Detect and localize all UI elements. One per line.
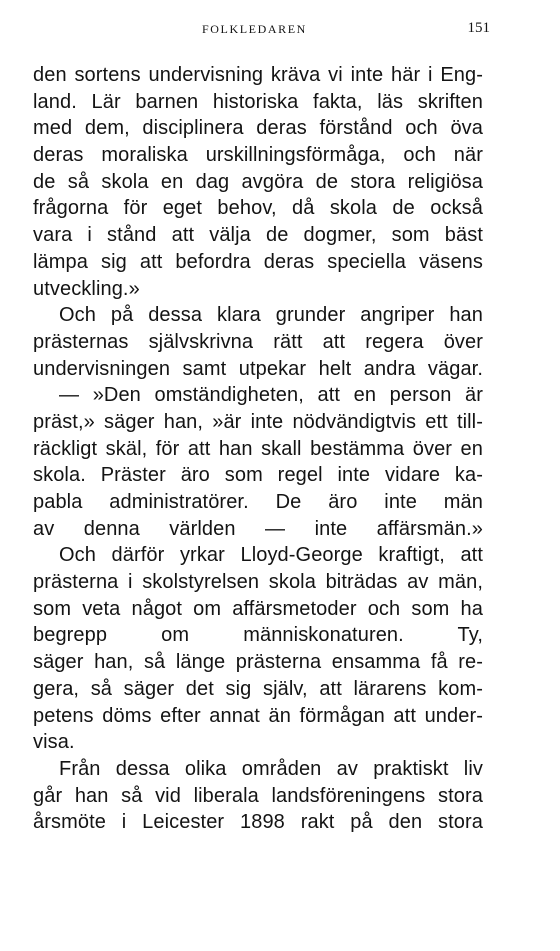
text-line: — »Den omständigheten, att en person är <box>59 384 483 407</box>
text-line: Och på dessa klara grunder angriper han <box>59 304 483 327</box>
text-line: frågorna för eget behov, då skola de också <box>33 197 483 220</box>
page-header <box>40 22 490 42</box>
text-line: visa. <box>33 731 75 754</box>
running-head: FOLKLEDAREN <box>202 22 307 36</box>
text-line: räckligt skäl, för att han skall bestämma över en <box>33 437 483 460</box>
text-line: präst,» säger han, »är inte nödvändigtvis ett till- <box>33 410 483 433</box>
text-line: gera, så säger det sig själv, att lärarens kom- <box>33 677 483 700</box>
text-line: prästernas självskrivna rätt att regera över <box>33 330 483 353</box>
text-line: deras moraliska urskillningsförmåga, och när <box>33 144 483 167</box>
text-line: som veta något om affärsmetoder och som ha <box>33 597 483 620</box>
text-line: säger han, så länge prästerna ensamma få re- <box>33 651 483 674</box>
text-line: vara i stånd att välja de dogmer, som bäst <box>33 224 483 247</box>
text-line: Och därför yrkar Lloyd-George kraftigt, att <box>59 544 483 567</box>
text-line: årsmöte i Leicester 1898 rakt på den stora <box>33 811 483 834</box>
body-text <box>33 62 483 836</box>
text-line: petens döms efter annat än förmågan att under- <box>33 704 483 727</box>
page-number: 151 <box>467 20 490 36</box>
text-line: pabla administratörer. De äro inte män <box>33 491 483 513</box>
text-line: utveckling.» <box>33 277 140 300</box>
text-line: undervisningen samt utpekar helt andra vägar. <box>33 357 483 380</box>
text-line: begrepp om människonaturen. Ty, <box>33 624 483 647</box>
text-line: prästerna i skolstyrelsen skola biträdas av män, <box>33 571 483 594</box>
text-line: skola. Präster äro som regel inte vidare ka- <box>33 464 483 487</box>
text-line: land. Lär barnen historiska fakta, läs skriften <box>33 90 483 113</box>
text-line: av denna världen — inte affärsmän.» <box>33 517 483 540</box>
text-line: går han så vid liberala landsföreningens stora <box>33 784 483 807</box>
text-line: med dem, disciplinera deras förstånd och öva <box>33 117 483 140</box>
text-line: den sortens undervisning kräva vi inte här i Eng- <box>33 64 483 86</box>
text-line: lämpa sig att befordra deras speciella väsens <box>33 250 483 273</box>
text-line: Från dessa olika områden av praktiskt liv <box>59 757 483 780</box>
text-line: de så skola en dag avgöra de stora religiösa <box>33 170 483 193</box>
